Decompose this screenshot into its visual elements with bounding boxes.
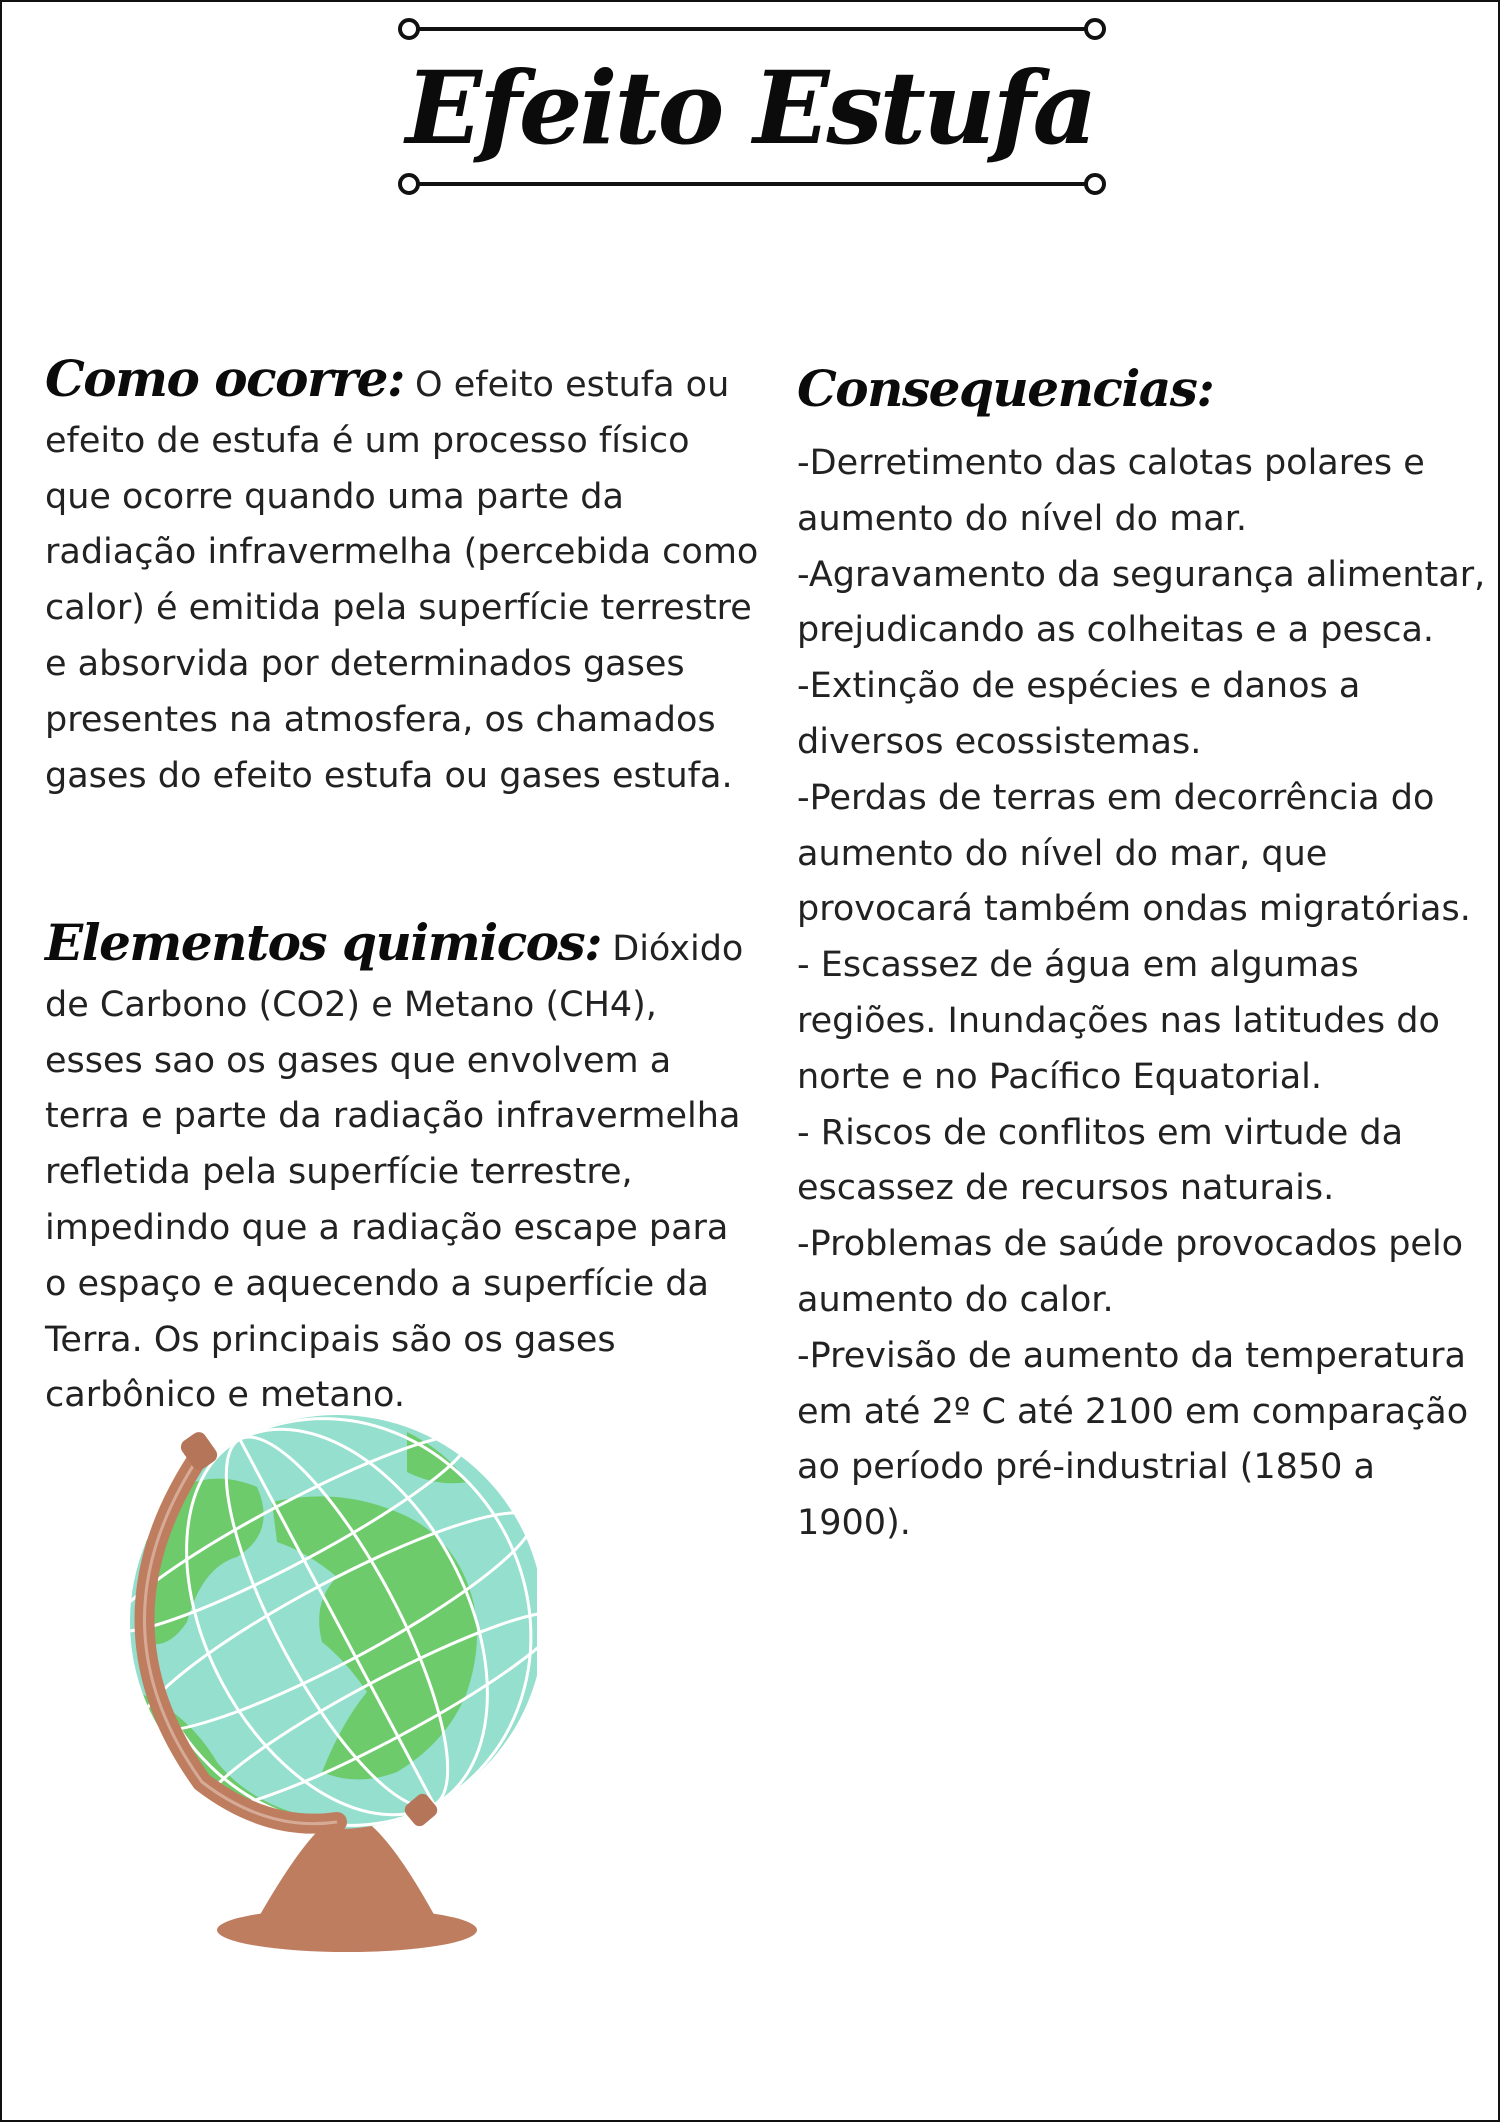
header-top-rule [397, 18, 1107, 40]
consequencia-item: -Perdas de terras em decorrência do aumento do nível do mar, que provocará também ondas migratórias. [797, 777, 1471, 930]
section-elementos-quimicos [45, 915, 760, 1424]
consequencia-item: -Problemas de saúde provocados pelo aumento do calor. [797, 1224, 1464, 1320]
como-ocorre-heading: Como ocorre: [45, 349, 404, 408]
elementos-text: Dióxido de Carbono (CO2) e Metano (CH4), esses sao os gases que envolvem a terra e parte da radiação infravermelha refletida pela superfície terrestre, impedindo que a radiação escape para o espaço e aquecendo a superfície da Terra. Os principais são os gases carbônico e metano. [45, 929, 744, 1416]
consequencias-heading: Consequencias: [797, 359, 1214, 418]
globe-icon [107, 1392, 537, 1962]
elementos-heading: Elementos quimicos: [45, 913, 602, 972]
section-consequencias [797, 358, 1487, 1552]
page-title: Efeito Estufa [405, 49, 1095, 167]
section-como-ocorre [45, 351, 760, 804]
consequencia-item: -Agravamento da segurança alimentar, prejudicando as colheitas e a pesca. [797, 554, 1486, 651]
consequencia-item: -Previsão de aumento da temperatura em até 2º C até 2100 em comparação ao período pré-industrial (1850 a 1900). [797, 1335, 1469, 1544]
globe-stand-foot [257, 1817, 437, 1920]
header-bottom-rule [397, 173, 1107, 195]
consequencia-item: -Derretimento das calotas polares e aumento do nível do mar. [797, 443, 1425, 539]
consequencia-item: - Riscos de conflitos em virtude da escassez de recursos naturais. [797, 1112, 1404, 1209]
consequencia-item: - Escassez de água em algumas regiões. Inundações nas latitudes do norte e no Pacífico Equatorial. [797, 945, 1440, 1097]
consequencia-item: -Extinção de espécies e danos a diversos ecossistemas. [797, 666, 1361, 762]
como-ocorre-text: O efeito estufa ou efeito de estufa é um processo físico que ocorre quando uma parte da radiação infravermelha (percebida como calor) é emitida pela superfície terrestre e absorvida por determinados gases presentes na atmosfera, os chamados gases do efeito estufa ou gases estufa. [45, 365, 759, 796]
